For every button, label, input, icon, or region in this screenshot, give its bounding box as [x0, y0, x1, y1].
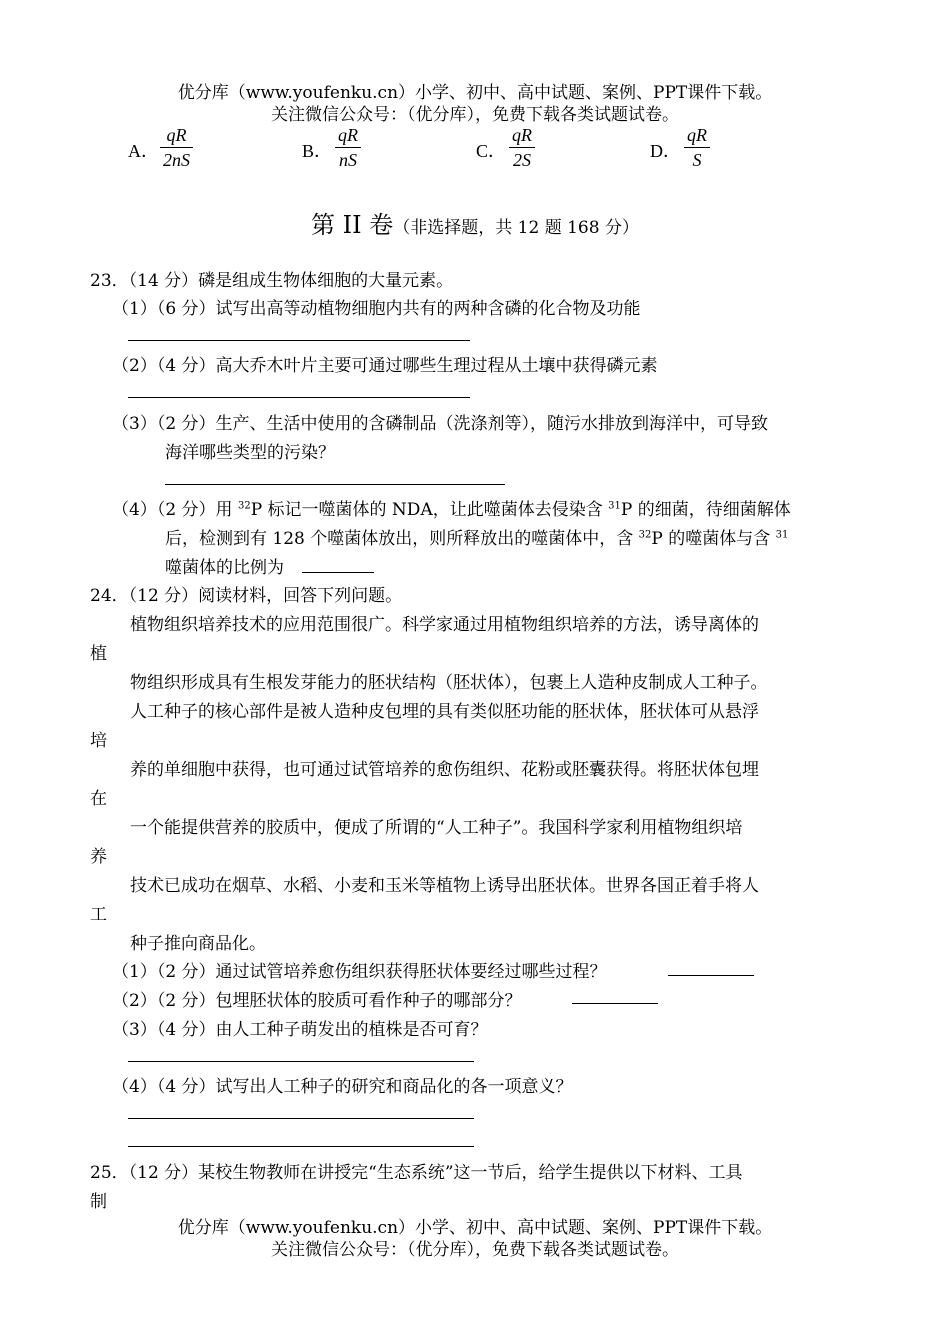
q23-part-4-sup-2: 31 — [608, 500, 621, 512]
q24-stem: 24．（12 分）阅读材料，回答下列问题。 — [90, 586, 403, 606]
option-d-fraction — [684, 124, 710, 171]
q23-part-4-answer-line[interactable] — [302, 572, 374, 573]
q23-part-3-line-1: （3）（2 分）生产、生活中使用的含磷制品（洗涤剂等），随污水排放到海洋中，可导致 — [112, 414, 769, 434]
q24-part-1-answer-line[interactable] — [668, 975, 754, 976]
q23-part-4-text-3: P 的细菌，待细菌解体 — [620, 500, 791, 520]
option-b-denominator: nS — [339, 150, 357, 170]
q23-part-4-sup-1: 32 — [237, 500, 251, 512]
section-title-subtitle: （非选择题，共 12 题 168 分） — [393, 218, 639, 238]
q24-part-4: （4）（4 分）试写出人工种子的研究和商品化的各一项意义？ — [112, 1077, 573, 1097]
q23-part-2: （2）（4 分）高大乔木叶片主要可通过哪些生理过程从土壤中获得磷元素 — [112, 356, 658, 376]
q24-passage-line-2: 物组织形成具有生根发芽能力的胚状结构（胚状体），包裹上人造种皮制成人工种子。 — [130, 673, 768, 693]
q24-passage-line-3: 人工种子的核心部件是被人造种皮包埋的具有类似胚功能的胚状体，胚状体可从悬浮 — [130, 702, 759, 722]
q24-passage-line-6: 技术已成功在烟草、水稻、小麦和玉米等植物上诱导出胚状体。世界各国正着手将人 — [130, 876, 759, 896]
header-line-2: 关注微信公众号：（优分库），免费下载各类试题试卷。 — [271, 105, 679, 125]
q24-part-3-answer-line[interactable] — [128, 1061, 474, 1062]
q24-passage-wrap-3: 培 — [90, 731, 107, 751]
q24-part-3: （3）（4 分）由人工种子萌发出的植株是否可育？ — [112, 1020, 488, 1040]
q23-part-4-text-1: （4）（2 分）用 — [112, 500, 238, 520]
q24-passage-line-7: 种子推向商品化。 — [130, 934, 266, 954]
header-line-1: 优分库（www.youfenku.cn）小学、初中、高中试题、案例、PPT课件下载。 — [177, 83, 773, 103]
option-c-fraction — [509, 124, 535, 171]
option-c-numerator: qR — [512, 125, 532, 145]
q24-passage-wrap-1: 植 — [90, 644, 107, 664]
q24-part-2: （2）（2 分）包埋胚状体的胶质可看作种子的哪部分？ — [112, 991, 522, 1011]
q24-passage-line-4: 养的单细胞中获得，也可通过试管培养的愈伤组织、花粉或胚囊获得。将胚状体包埋 — [130, 760, 759, 780]
option-b-numerator: qR — [338, 125, 358, 145]
q24-part-1: （1）（2 分）通过试管培养愈伤组织获得胚状体要经过哪些过程？ — [112, 962, 607, 982]
q23-part-4-text-2: P 标记一噬菌体的 NDA，让此噬菌体去侵染含 — [250, 500, 609, 520]
q23-part-4-sup-4: 31 — [775, 529, 789, 541]
q25-line-1: 25．（12 分）某校生物教师在讲授完“生态系统”这一节后，给学生提供以下材料、工具 — [90, 1163, 743, 1183]
q23-part-4-line-3: 噬菌体的比例为 — [165, 558, 284, 578]
q24-passage-wrap-4: 在 — [90, 789, 107, 809]
q23-part-1: （1）（6 分）试写出高等动植物细胞内共有的两种含磷的化合物及功能 — [112, 299, 641, 319]
section-title — [0, 205, 950, 240]
q24-passage-line-5: 一个能提供营养的胶质中，便成了所谓的“人工种子”。我国科学家利用植物组织培 — [130, 818, 743, 838]
option-b-label: B． — [302, 141, 333, 161]
q23-part-3-line-2: 海洋哪些类型的污染？ — [165, 443, 335, 463]
option-d-denominator: S — [692, 150, 702, 170]
option-d-label: D． — [650, 141, 681, 161]
q24-passage-wrap-6: 工 — [90, 905, 107, 925]
q23-part-3-answer-line[interactable] — [165, 484, 505, 485]
option-a-denominator: 2nS — [163, 150, 190, 170]
option-a-fraction — [160, 124, 193, 171]
option-a-numerator: qR — [166, 125, 187, 145]
q23-part-4-text-5: P 的噬菌体与含 — [651, 529, 776, 549]
q24-passage-wrap-5: 养 — [90, 847, 107, 867]
q23-part-2-answer-line[interactable] — [128, 397, 470, 398]
q24-part-2-answer-line[interactable] — [572, 1003, 658, 1004]
q23-part-4-sup-3: 32 — [638, 529, 652, 541]
option-c-denominator: 2S — [513, 150, 531, 170]
q23-part-4-text-4: 后，检测到有 128 个噬菌体放出，则所释放出的噬菌体中，含 — [165, 529, 639, 549]
option-c-label: C． — [476, 141, 507, 161]
option-b-fraction — [335, 124, 361, 171]
footer-line-2: 关注微信公众号：（优分库），免费下载各类试题试卷。 — [271, 1240, 679, 1260]
q23-part-4-line-1 — [112, 495, 791, 520]
q24-passage-line-1: 植物组织培养技术的应用范围很广。科学家通过用植物组织培养的方法，诱导离体的 — [130, 615, 759, 635]
section-title-main: 第 II 卷 — [311, 211, 394, 239]
option-d-numerator: qR — [687, 125, 707, 145]
q23-part-4-line-2 — [165, 524, 788, 549]
footer-line-1: 优分库（www.youfenku.cn）小学、初中、高中试题、案例、PPT课件下载。 — [177, 1218, 773, 1238]
q24-part-4-answer-line-2[interactable] — [128, 1146, 474, 1147]
option-a-label: A． — [128, 141, 159, 161]
q23-stem: 23．（14 分）磷是组成生物体细胞的大量元素。 — [90, 271, 454, 291]
q24-part-4-answer-line-1[interactable] — [128, 1118, 474, 1119]
q25-line-2: 制 — [90, 1192, 107, 1212]
q23-part-1-answer-line[interactable] — [128, 340, 470, 341]
